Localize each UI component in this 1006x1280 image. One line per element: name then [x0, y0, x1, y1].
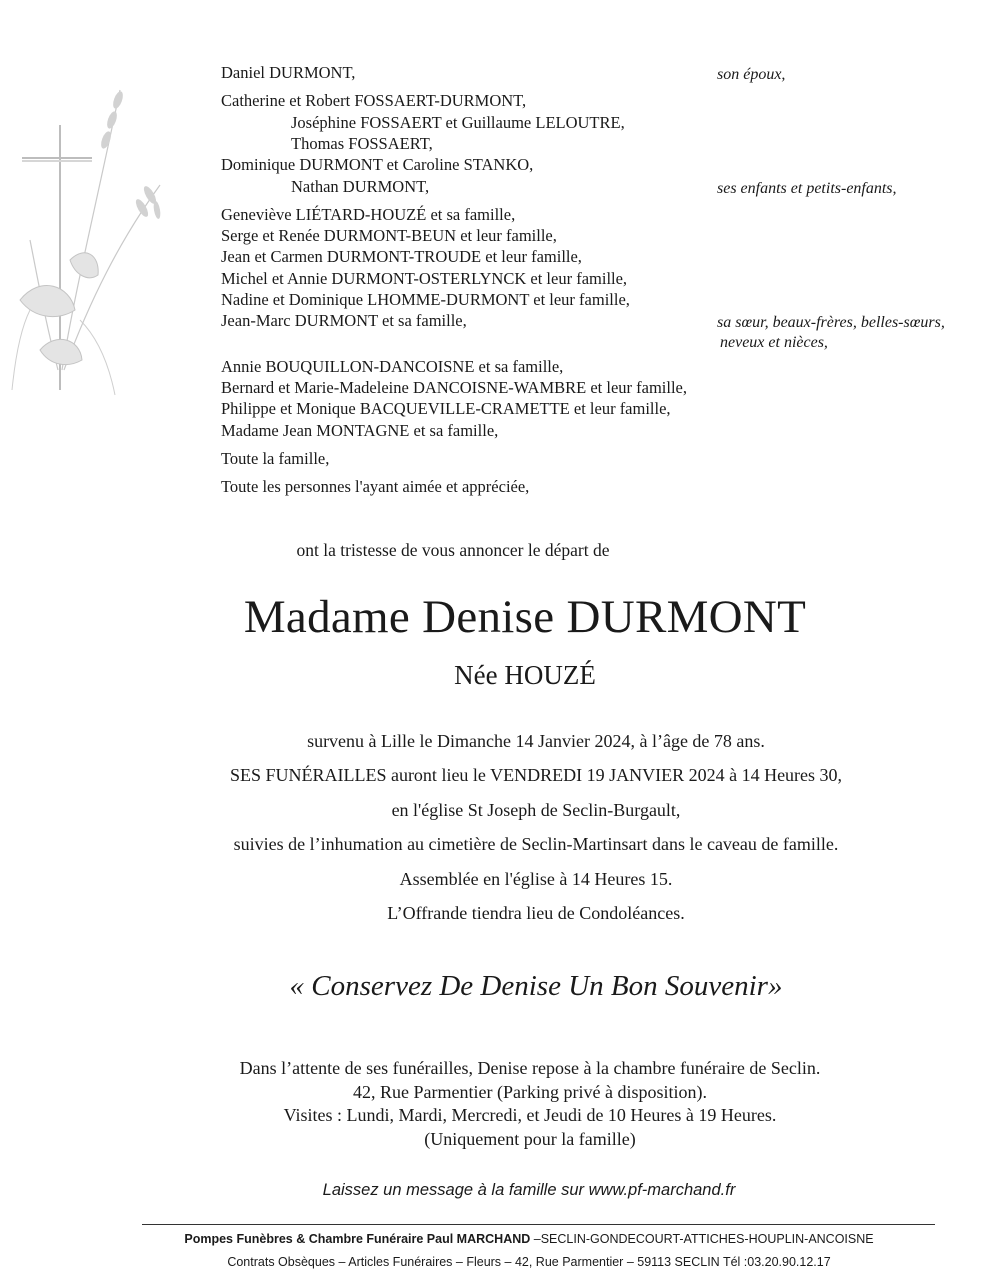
- visit-line: Visites : Lundi, Mardi, Mercredi, et Jeudi de 10 Heures à 19 Heures.: [283, 1105, 777, 1125]
- maiden-name: Née HOUZÉ: [454, 660, 596, 690]
- relationship-label: sa sœur, beaux-frères, belles-sœurs,: [717, 314, 945, 332]
- memorial-quote: « Conservez De Denise Un Bon Souvenir»: [289, 970, 783, 1002]
- visit-line: 42, Rue Parmentier (Parking privé à disposition).: [353, 1081, 707, 1102]
- family-member: Nadine et Dominique LHOMME-DURMONT et leur famille,: [221, 290, 630, 309]
- detail-line: suivies de l’inhumation au cimetière de Seclin-Martinsart dans le caveau de famille.: [233, 834, 839, 855]
- footer-line-2: Contrats Obsèques – Articles Funéraires – Fleurs – 42, Rue Parmentier – 59113 SECLIN Tél :03.20.90.12.17: [227, 1255, 831, 1269]
- funeral-details: [33, 724, 1006, 930]
- relationship-label: ses enfants et petits-enfants,: [717, 179, 897, 197]
- visit-line: Dans l’attente de ses funérailles, Denise repose à la chambre funéraire de Seclin.: [239, 1058, 821, 1078]
- family-member: Thomas FOSSAERT,: [291, 133, 433, 153]
- family-member: Daniel DURMONT,: [221, 63, 356, 82]
- detail-line: Assemblée en l'église à 14 Heures 15.: [399, 868, 673, 889]
- family-member: Toute les personnes l'ayant aimée et appréciée,: [221, 477, 530, 497]
- footer-line-1: [26, 1232, 1006, 1246]
- family-member: Joséphine FOSSAERT et Guillaume LELOUTRE,: [291, 112, 625, 132]
- family-member: Serge et Renée DURMONT-BEUN et leur famille,: [221, 226, 557, 246]
- relationship-label: neveux et nièces,: [720, 334, 828, 352]
- family-member: Annie BOUQUILLON-DANCOISNE et sa famille,: [221, 356, 564, 376]
- detail-line: SES FUNÉRAILLES auront lieu le VENDREDI 19 JANVIER 2024 à 14 Heures 30,: [229, 765, 843, 786]
- family-member: Jean-Marc DURMONT et sa famille,: [221, 311, 467, 331]
- detail-line: en l'église St Joseph de Seclin-Burgault,: [391, 799, 681, 820]
- family-member: Jean et Carmen DURMONT-TROUDE et leur famille,: [221, 247, 582, 267]
- footer-locations: –SECLIN-GONDECOURT-ATTICHES-HOUPLIN-ANCOISNE: [530, 1232, 874, 1246]
- family-member: Bernard et Marie-Madeleine DANCOISNE-WAMBRE et leur famille,: [221, 377, 687, 397]
- deceased-name: Madame Denise DURMONT: [243, 591, 807, 643]
- family-member: Michel et Annie DURMONT-OSTERLYNCK et leur famille,: [221, 268, 628, 288]
- detail-line: L’Offrande tiendra lieu de Condoléances.: [387, 902, 685, 923]
- relationship-label: son époux,: [717, 66, 786, 83]
- family-member: Philippe et Monique BACQUEVILLE-CRAMETTE et leur famille,: [221, 399, 671, 419]
- cross-wheat-decoration: [0, 70, 190, 400]
- website-message: Laissez un message à la famille sur www.pf-marchand.fr: [322, 1181, 736, 1199]
- footer-company: Pompes Funèbres & Chambre Funéraire Paul MARCHAND: [184, 1232, 531, 1246]
- family-member: Toute la famille,: [221, 448, 330, 468]
- family-member: Geneviève LIÉTARD-HOUZÉ et sa famille,: [221, 204, 516, 224]
- visit-line: (Uniquement pour la famille): [424, 1128, 636, 1149]
- family-member: Dominique DURMONT et Caroline STANKO,: [221, 155, 534, 175]
- detail-line: survenu à Lille le Dimanche 14 Janvier 2024, à l’âge de 78 ans.: [307, 731, 765, 751]
- family-member: Catherine et Robert FOSSAERT-DURMONT,: [221, 91, 527, 111]
- family-member: Madame Jean MONTAGNE et sa famille,: [221, 420, 499, 440]
- footer-divider: [142, 1224, 935, 1225]
- visit-info: [27, 1057, 1006, 1151]
- family-member: Nathan DURMONT,: [291, 176, 430, 196]
- announcement-text: ont la tristesse de vous annoncer le départ de: [296, 540, 610, 560]
